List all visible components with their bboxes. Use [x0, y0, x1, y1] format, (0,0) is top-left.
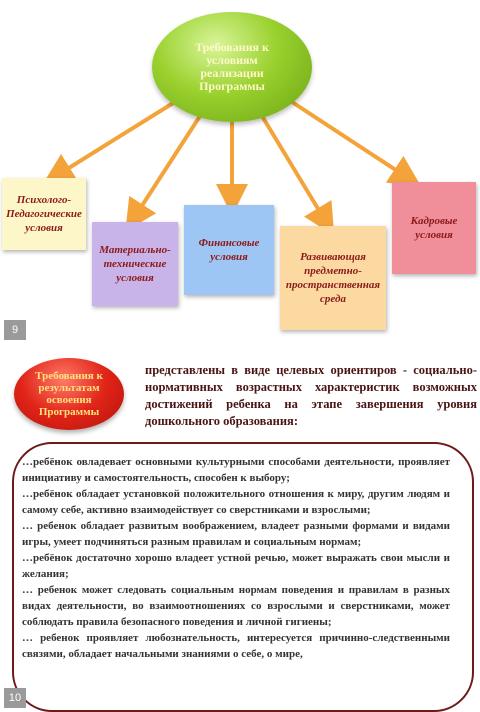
oval-line: Требования к [35, 370, 103, 382]
intro-text: представлены в виде целевых ориентиров - социально-нормативных возрастных характеристик возможных достижений ребенка на этапе завершения уровня дошкольного образования: [145, 363, 477, 428]
list-item: … ребенок может следовать социальным нормам поведения и правилам в разных видах деятельности, во взаимоотношениях со взрослыми и сверстниками, может соблюдать правила безопасного поведения и личной гигиены; [22, 584, 450, 628]
box-line: Финансовые [198, 237, 260, 249]
slide-results [0, 350, 480, 710]
box-line: предметно- [304, 265, 362, 277]
results-oval [14, 358, 124, 430]
slide-conditions [0, 0, 480, 350]
list-item: …ребёнок овладевает основными культурными способами деятельности, проявляет инициативу и самостоятельность, способен к выбору; [22, 456, 450, 484]
box-line: технические [103, 258, 167, 270]
oval-line: Программы [199, 79, 265, 93]
oval-line: реализации [200, 66, 264, 80]
box-line: Педагогические [6, 208, 82, 220]
results-list [22, 454, 450, 662]
oval-line: освоения [46, 394, 92, 406]
box-line: условия [25, 222, 63, 234]
oval-line: Требования к [195, 40, 269, 54]
box-finance [184, 205, 274, 295]
box-line: условия [210, 251, 248, 263]
list-item: … ребенок проявляет любознательность, интересуется причинно-следственными связями, обладает начальными знаниями о себе, о мире, [22, 632, 450, 660]
list-item: …ребёнок достаточно хорошо владеет устной речью, может выражать свои мысли и желания; [22, 552, 450, 580]
box-line: условия [415, 229, 453, 241]
box-line: Психолого- [16, 194, 72, 206]
arrow-to-material [134, 116, 200, 218]
box-line: Материально- [99, 244, 171, 256]
page-number: 10 [4, 688, 26, 708]
box-line: среда [320, 293, 346, 305]
oval-line: результатам [38, 382, 100, 394]
box-staff [392, 182, 476, 274]
box-line: пространственная [285, 279, 381, 291]
box-psych [2, 178, 86, 250]
box-line: условия [116, 272, 154, 284]
arrow-to-psych [56, 100, 178, 176]
list-item: … ребенок обладает развитым воображением, владеет разными формами и видами игры, умеет подчиняться разным правилам и социальным нормам; [22, 520, 450, 548]
box-material [92, 222, 178, 306]
list-item: …ребёнок обладает установкой положительного отношения к миру, другим людям и самому себе, активно взаимодействует со сверстниками и взрослыми; [22, 488, 450, 516]
box-line: Кадровые [410, 215, 458, 227]
arrow-to-staff [292, 102, 408, 178]
oval-line: условиям [206, 53, 258, 67]
page-number: 9 [4, 320, 26, 340]
box-environment [280, 226, 386, 330]
box-line: Развивающая [300, 251, 366, 263]
conditions-oval [152, 12, 312, 122]
oval-line: Программы [38, 406, 100, 418]
